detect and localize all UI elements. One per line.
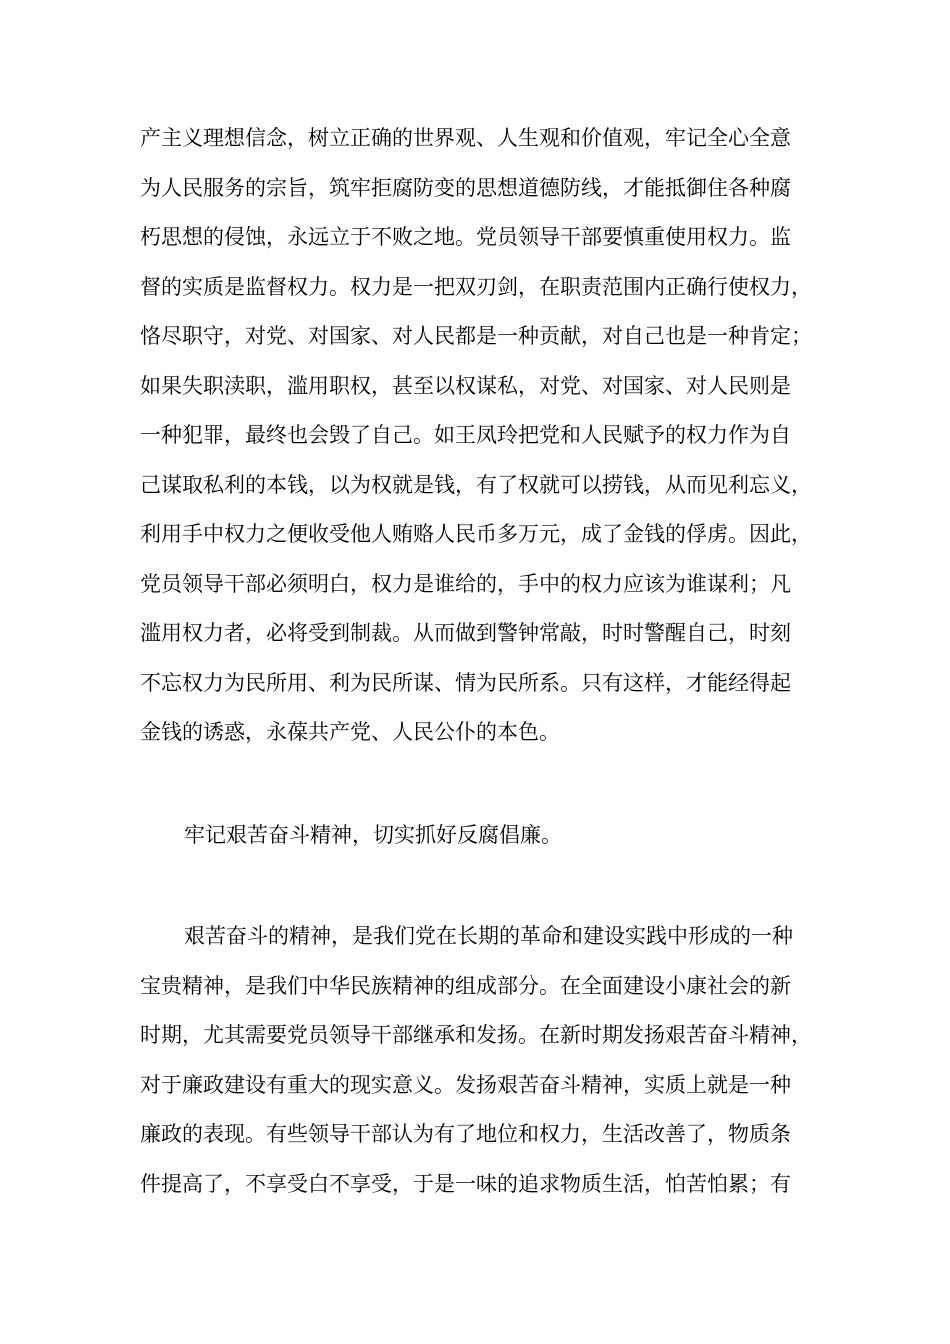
text-line: 滥用权力者，必将受到制裁。从而做到警钟常敲，时时警醒自己，时刻 bbox=[140, 621, 791, 645]
text-line: 恪尽职守，对党、对国家、对人民都是一种贡献，对自己也是一种肯定； bbox=[140, 324, 812, 348]
text-line: 件提高了，不享受白不享受，于是一味的追求物质生活，怕苦怕累；有 bbox=[140, 1171, 791, 1196]
heading-line: 牢记艰苦奋斗精神，切实抓好反腐倡廉。 bbox=[184, 823, 562, 847]
paragraph-power-supervision bbox=[140, 114, 812, 758]
text-line: 时期，尤其需要党员领导干部继承和发扬。在新时期发扬艰苦奋斗精神， bbox=[140, 1023, 812, 1047]
text-line: 如果失职渎职，滥用职权，甚至以权谋私，对党、对国家、对人民则是 bbox=[140, 373, 791, 398]
text-line: 产主义理想信念，树立正确的世界观、人生观和价值观，牢记全心全意 bbox=[140, 126, 791, 150]
text-line: 己谋取私利的本钱，以为权就是钱，有了权就可以捞钱，从而见利忘义， bbox=[140, 472, 812, 497]
paragraph-hard-work-spirit bbox=[140, 912, 812, 1209]
text-line: 一种犯罪，最终也会毁了自己。如王凤玲把党和人民赋予的权力作为自 bbox=[140, 423, 791, 447]
text-line: 党员领导干部必须明白，权力是谁给的，手中的权力应该为谁谋利；凡 bbox=[140, 571, 791, 596]
section-heading bbox=[140, 811, 562, 861]
text-line: 利用手中权力之便收受他人贿赂人民币多万元，成了金钱的俘虏。因此， bbox=[140, 522, 812, 546]
text-line: 为人民服务的宗旨，筑牢拒腐防变的思想道德防线，才能抵御住各种腐 bbox=[140, 175, 791, 200]
text-line: 督的实质是监督权力。权力是一把双刃剑，在职责范围内正确行使权力， bbox=[140, 274, 812, 299]
text-line: 对于廉政建设有重大的现实意义。发扬艰苦奋斗精神，实质上就是一种 bbox=[140, 1072, 791, 1097]
text-line: 宝贵精神，是我们中华民族精神的组成部分。在全面建设小康社会的新 bbox=[140, 973, 791, 998]
text-line: 金钱的诱惑，永葆共产党、人民公仆的本色。 bbox=[140, 720, 560, 744]
text-line: 朽思想的侵蚀，永远立于不败之地。党员领导干部要慎重使用权力。监 bbox=[140, 225, 791, 249]
text-line: 廉政的表现。有些领导干部认为有了地位和权力，生活改善了，物质条 bbox=[140, 1122, 791, 1146]
text-line: 艰苦奋斗的精神，是我们党在长期的革命和建设实践中形成的一种 bbox=[184, 924, 793, 948]
text-line: 不忘权力为民所用、利为民所谋、情为民所系。只有这样，才能经得起 bbox=[140, 670, 791, 695]
